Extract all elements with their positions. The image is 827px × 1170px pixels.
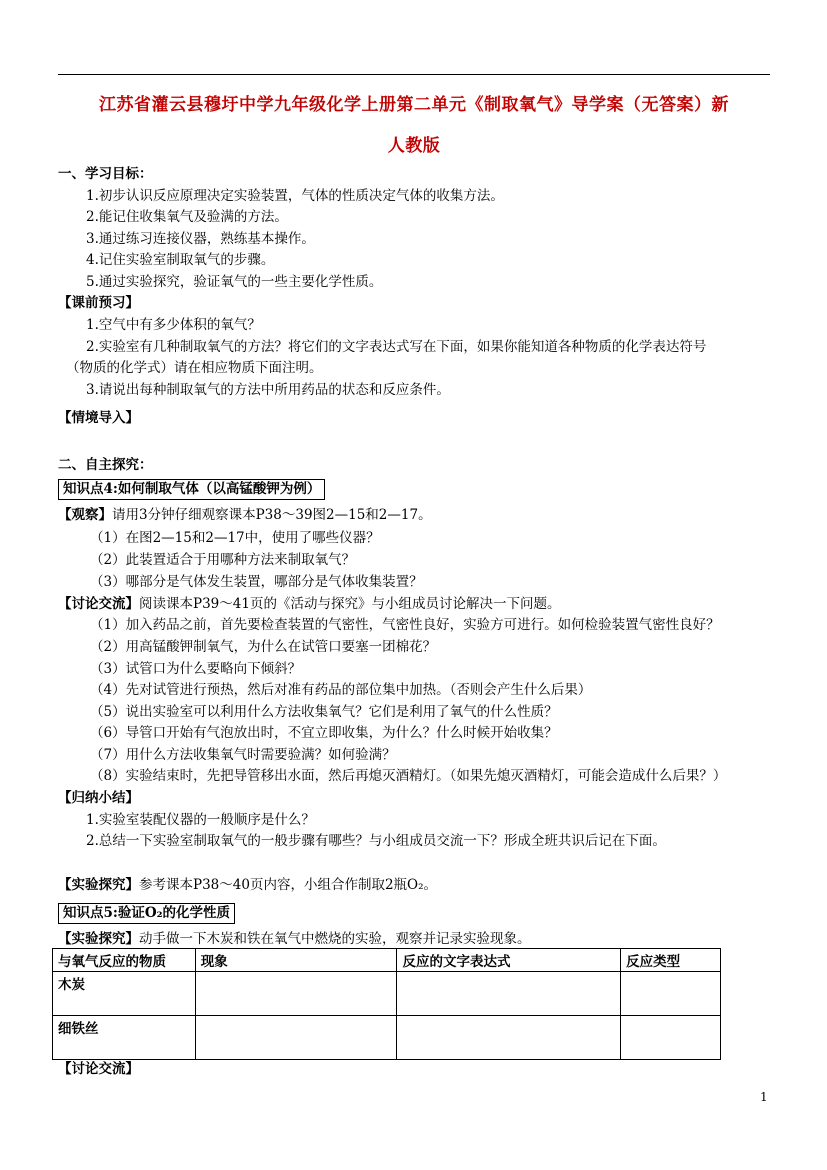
- discuss-line: [58, 595, 560, 613]
- discuss-item: （1）加入药品之前，首先要检查装置的气密性，气密性良好，实验方可进行。如何检验装置气密性良好？: [90, 617, 720, 633]
- header-rule: [58, 74, 770, 75]
- table-header-cell: 现象: [195, 949, 397, 972]
- table-row: [53, 972, 721, 1016]
- discuss-item: （3）试管口为什么要略向下倾斜？: [90, 661, 302, 677]
- table-header-row: [53, 949, 721, 972]
- objective-item: 5.通过实验探究，验证氧气的一些主要化学性质。: [86, 274, 383, 290]
- table-row: [53, 1016, 721, 1060]
- discuss-item: （5）说出实验室可以利用什么方法收集氧气？它们是利用了氧气的什么性质？: [90, 704, 558, 720]
- preview-item: 1.空气中有多少体积的氧气？: [86, 317, 261, 333]
- table-row-label: 木炭: [53, 972, 196, 1016]
- discuss-heading-2: 【讨论交流】: [58, 1061, 139, 1077]
- page-number: 1: [760, 1090, 768, 1104]
- summary-heading: 【归纳小结】: [58, 790, 139, 806]
- observation-table: [52, 948, 721, 1060]
- observe-item: （1）在图2—15和2—17中，使用了哪些仪器？: [90, 530, 380, 546]
- table-cell-blank: [195, 1016, 397, 1060]
- section-heading-objectives: 一、学习目标：: [58, 166, 153, 182]
- discuss-text: 阅读课本P39～41页的《活动与探究》与小组成员讨论解决一下问题。: [139, 596, 561, 612]
- discuss-item: （8）实验结束时，先把导管移出水面，然后再熄灭酒精灯。（如果先熄灭酒精灯，可能会造成什么后果？）: [90, 768, 727, 784]
- discuss-item: （4）先对试管进行预热，然后对准有药品的部位集中加热。（否则会产生什么后果）: [90, 682, 592, 698]
- preview-item: 2.实验室有几种制取氧气的方法？将它们的文字表达式写在下面，如果你能知道各种物质的化学表达符号: [86, 339, 707, 355]
- table-header-cell: 反应的文字表达式: [397, 949, 621, 972]
- objective-item: 2.能记住收集氧气及验满的方法。: [86, 209, 288, 225]
- document-title-line1: 江苏省灌云县穆圩中学九年级化学上册第二单元《制取氧气》导学案（无答案）新: [99, 95, 729, 115]
- knowledge-point-5-box: 知识点5:验证O₂的化学性质: [58, 903, 235, 924]
- preview-item-continued: （物质的化学式）请在相应物质下面注明。: [66, 360, 323, 376]
- discuss-item: （2）用高锰酸钾制氧气，为什么在试管口要塞一团棉花？: [90, 639, 437, 655]
- table-header-cell: 与氧气反应的物质: [53, 949, 196, 972]
- experiment-text: 动手做一下木炭和铁在氧气中燃烧的实验，观察并记录实验现象。: [139, 931, 531, 947]
- objective-item: 4.记住实验室制取氧气的步骤。: [86, 252, 275, 268]
- observe-label: 【观察】: [58, 507, 112, 523]
- knowledge-point-4-box: 知识点4:如何制取气体（以高锰酸钾为例）: [58, 479, 325, 500]
- experiment-line-2: [58, 930, 531, 948]
- preview-item: 3.请说出每种制取氧气的方法中所用药品的状态和反应条件。: [86, 382, 450, 398]
- observe-item: （3）哪部分是气体发生装置，哪部分是气体收集装置？: [90, 574, 423, 590]
- experiment-line-1: [58, 876, 437, 894]
- objective-item: 1.初步认识反应原理决定实验装置，气体的性质决定气体的收集方法。: [86, 188, 504, 204]
- section-heading-inquiry: 二、自主探究：: [58, 457, 153, 473]
- summary-item: 1.实验室装配仪器的一般顺序是什么？: [86, 812, 315, 828]
- table-cell-blank: [195, 972, 397, 1016]
- observe-text: 请用3分钟仔细观察课本P38～39图2—15和2—17。: [112, 507, 432, 523]
- table-cell-blank: [621, 1016, 721, 1060]
- document-title-line2: 人教版: [387, 136, 441, 156]
- objective-item: 3.通过练习连接仪器，熟练基本操作。: [86, 231, 315, 247]
- discuss-item: （7）用什么方法收集氧气时需要验满？如何验满？: [90, 747, 396, 763]
- scene-heading: 【情境导入】: [58, 410, 139, 426]
- discuss-label: 【讨论交流】: [58, 596, 139, 612]
- table-cell-blank: [397, 972, 621, 1016]
- experiment-label: 【实验探究】: [58, 931, 139, 947]
- experiment-text: 参考课本P38～40页内容，小组合作制取2瓶O₂。: [139, 877, 438, 893]
- table-cell-blank: [397, 1016, 621, 1060]
- experiment-label: 【实验探究】: [58, 877, 139, 893]
- table-cell-blank: [621, 972, 721, 1016]
- table-header-cell: 反应类型: [621, 949, 721, 972]
- table-row-label: 细铁丝: [53, 1016, 196, 1060]
- discuss-item: （6）导管口开始有气泡放出时，不宜立即收集，为什么？什么时候开始收集？: [90, 725, 558, 741]
- preview-heading: 【课前预习】: [58, 295, 139, 311]
- summary-item: 2.总结一下实验室制取氧气的一般步骤有哪些？与小组成员交流一下？形成全班共识后记在下面。: [86, 833, 666, 849]
- observe-line: [58, 506, 432, 524]
- observe-item: （2）此装置适合于用哪种方法来制取氧气？: [90, 552, 356, 568]
